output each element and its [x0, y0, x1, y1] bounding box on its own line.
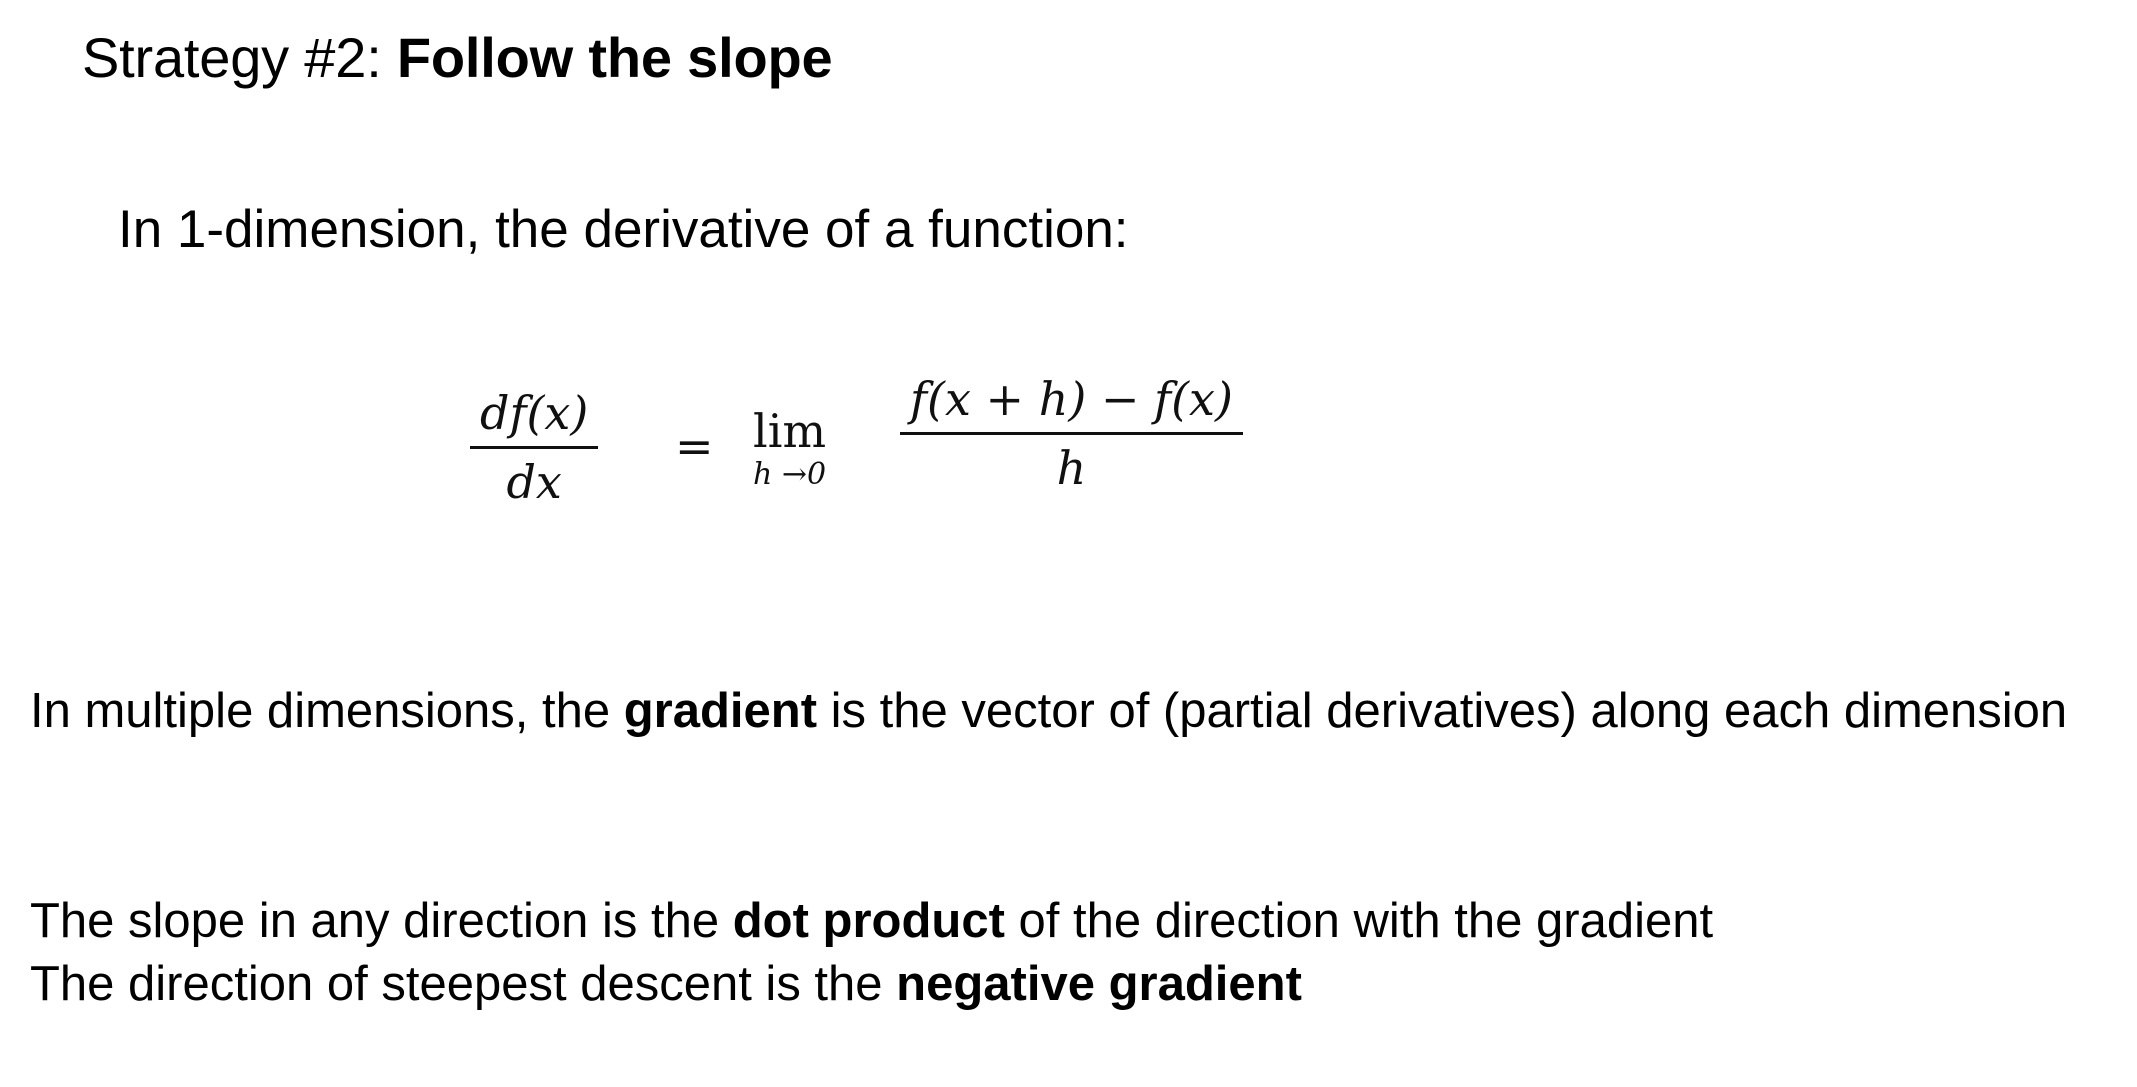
formula-limit-subscript: h →0 [753, 457, 827, 492]
body-text: The direction of steepest descent is the [30, 956, 897, 1011]
formula-rhs-denominator: h [1056, 441, 1087, 495]
page-title-emphasis: Follow the slope [396, 26, 833, 89]
paragraph-slope [30, 890, 2110, 1015]
formula-left-fraction [470, 386, 598, 509]
formula-limit-operator: lim [753, 404, 827, 458]
fraction-bar [900, 432, 1243, 435]
emphasis-text: gradient [623, 684, 818, 738]
body-text: The slope in any direction is the [30, 894, 733, 948]
formula-limit [753, 404, 827, 492]
fraction-bar [470, 446, 598, 449]
derivative-formula [470, 372, 1370, 542]
emphasis-text: negative gradient [896, 956, 1302, 1011]
page-title [82, 26, 832, 90]
body-text: In multiple dimensions, the [30, 684, 624, 738]
body-text: of the direction with the gradient [1004, 894, 1714, 948]
paragraph-gradient [30, 680, 2110, 743]
formula-lhs-numerator: df(x) [480, 386, 589, 440]
formula-right-fraction [900, 372, 1243, 495]
body-text: is the vector of (partial derivatives) along each dimension [817, 684, 2068, 738]
emphasis-text: dot product [732, 894, 1005, 948]
formula-lhs-denominator: dx [506, 455, 562, 509]
formula-equals-sign: = [675, 419, 714, 473]
subheading: In 1-dimension, the derivative of a function: [118, 200, 1129, 259]
formula-rhs-numerator: f(x + h) − f(x) [910, 372, 1233, 426]
page-title-prefix: Strategy #2: [82, 26, 397, 89]
